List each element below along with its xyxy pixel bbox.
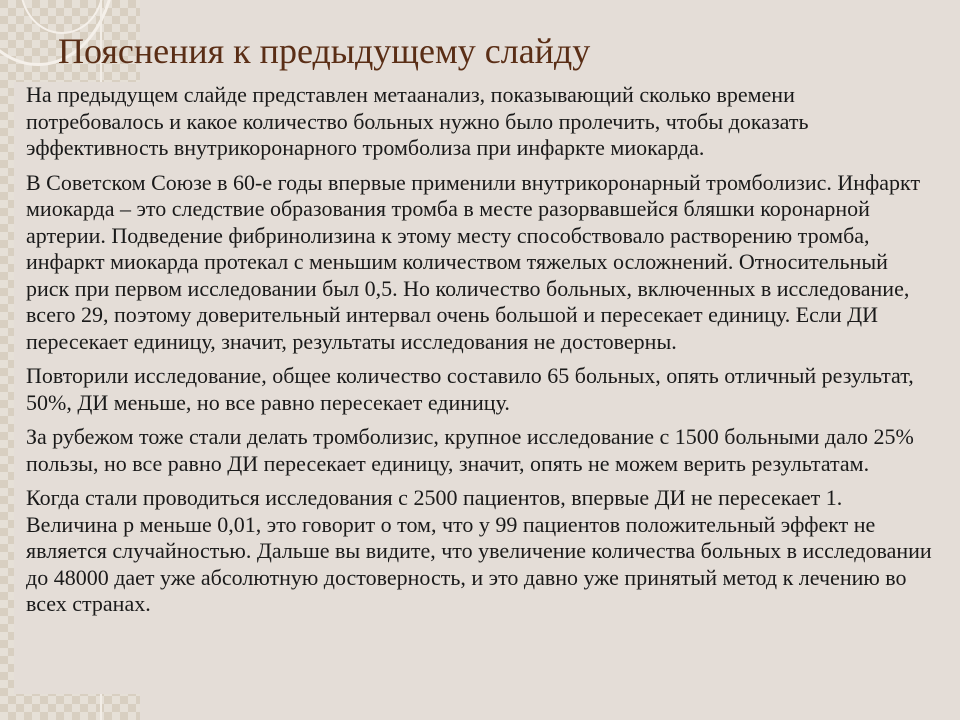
paragraph: На предыдущем слайде представлен метаанализ, показывающий сколько времени потребовалось и какое количество больных нужно было пролечить, чтобы доказать эффективность внутрикоронарного тромболиза при инфаркте миокарда. (26, 82, 809, 160)
slide-body (26, 82, 936, 626)
paragraph: Когда стали проводиться исследования с 2500 пациентов, впервые ДИ не пересекает 1. Величина р меньше 0,01, это говорит о том, что у 99 пациентов положительный эффект не является случайностью. Дальше вы видите, что увеличение количества больных в исследовании до 48000 дает уже абсолютную достоверность, и это давно уже принятый метод к лечению во всех странах. (26, 485, 932, 616)
paragraph: В Советском Союзе в 60-е годы впервые применили внутрикоронарный тромболизис. Инфаркт миокарда – это следствие образования тромба в месте разорвавшейся бляшки коронарной артерии. Подведение фибринолизина к этому месту способствовало растворению тромба, инфаркт миокарда протекал с меньшим количеством тяжелых осложнений. Относительный риск при первом исследовании был 0,5. Но количество больных, включенных в исследование, всего 29, поэтому доверительный интервал очень большой и пересекает единицу. Если ДИ пересекает единицу, значит, результаты исследования не достоверны. (26, 169, 921, 354)
paragraph: Повторили исследование, общее количество составило 65 больных, опять отличный результат, 50%, ДИ меньше, но все равно пересекает единицу. (26, 363, 914, 415)
paragraph: За рубежом тоже стали делать тромболизис, крупное исследование с 1500 больными дало 25% пользы, но все равно ДИ пересекает единицу, значит, опять не можем верить результатам. (26, 424, 914, 476)
slide-title: Пояснения к предыдущему слайду (58, 31, 591, 71)
